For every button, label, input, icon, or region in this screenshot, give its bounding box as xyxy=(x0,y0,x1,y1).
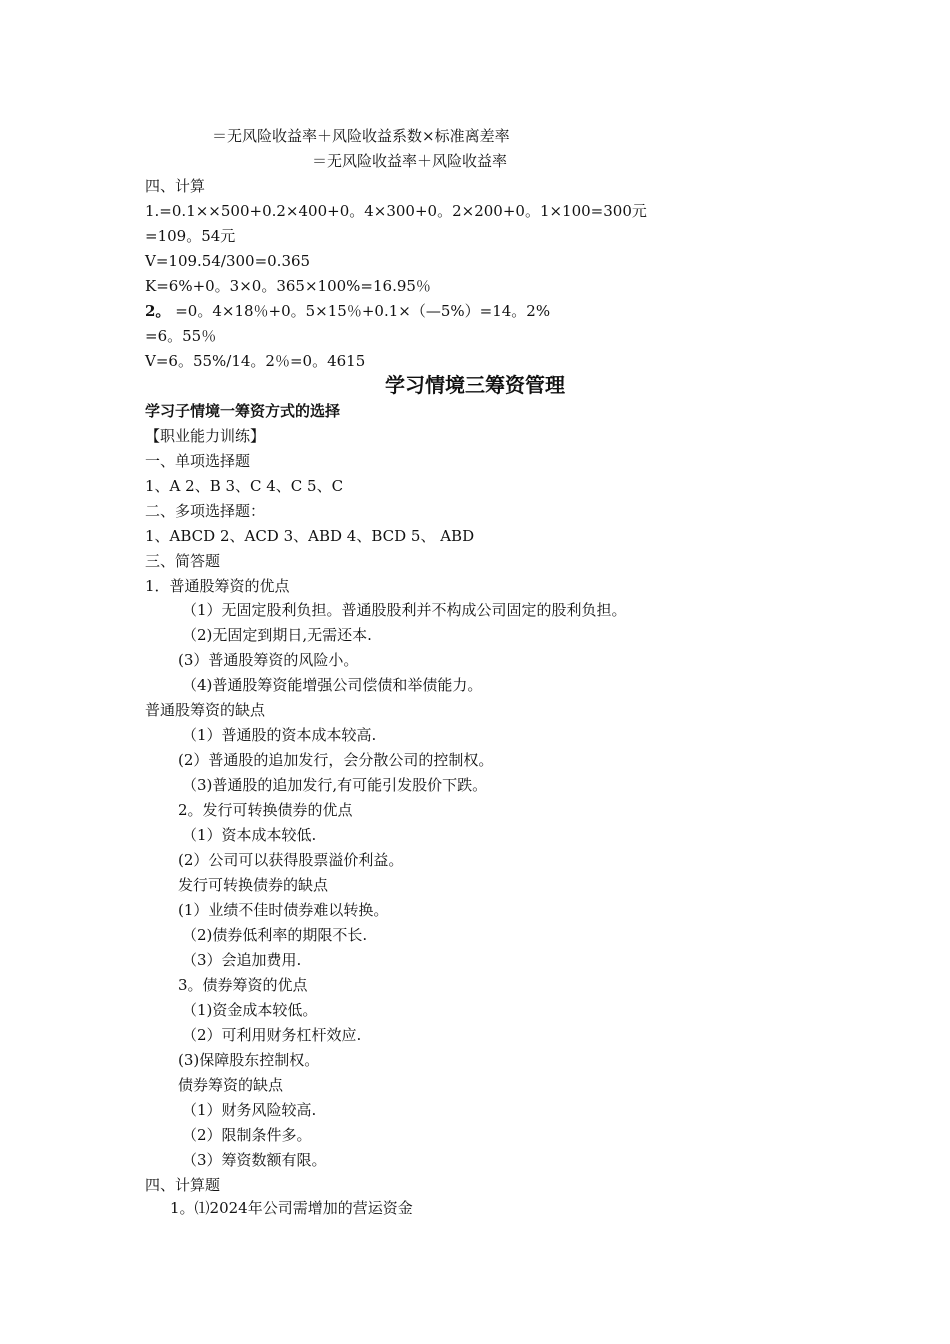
section-heading-calc: 四、计算 xyxy=(145,177,206,195)
answer-1-cons-2: (2）普通股的追加发行，会分散公司的控制权。 xyxy=(178,751,494,769)
answer-1-point-2: （2)无固定到期日,无需还本. xyxy=(182,626,372,644)
answer-1-cons-title: 普通股筹资的缺点 xyxy=(145,701,266,719)
answer-2-point-2: (2）公司可以获得股票溢价利益。 xyxy=(178,851,404,869)
answer-2-cons-2: （2)债券低利率的期限不长. xyxy=(182,926,368,944)
calc-line-3: V=109.54/300=0.365 xyxy=(145,252,311,270)
calc-problems-heading: 四、计算题 xyxy=(145,1176,221,1194)
answer-3-point-2: （2）可利用财务杠杆效应. xyxy=(182,1026,362,1044)
answer-1-cons-1: （1）普通股的资本成本较高. xyxy=(182,726,377,744)
calc-line-5-formula: =0。4×18％+0。5×15％+0.1×（—5%）=14。2% xyxy=(175,302,551,320)
answer-2-cons-title: 发行可转换债券的缺点 xyxy=(178,876,329,894)
answer-2-cons-1: (1）业绩不佳时债券难以转换。 xyxy=(178,901,389,919)
answer-1-cons-3: （3)普通股的追加发行,有可能引发股价下跌。 xyxy=(182,776,488,794)
short-answer-heading: 三、简答题 xyxy=(145,552,221,570)
answer-3-cons-3: （3）筹资数额有限。 xyxy=(182,1151,327,1169)
formula-line-1: ＝无风险收益率＋风险收益系数×标准离差率 xyxy=(212,127,510,145)
multi-choice-heading: 二、多项选择题： xyxy=(145,502,266,520)
calc-line-6: =6。55％ xyxy=(145,327,217,345)
answer-3-point-3: (3)保障股东控制权。 xyxy=(178,1051,320,1069)
answer-3-cons-1: （1）财务风险较高. xyxy=(182,1101,317,1119)
calc-line-2: =109。54元 xyxy=(145,227,236,245)
calc-line-1: 1.=0.1××500+0.2×400+0。4×300+0。2×200+0。1×100=300元 xyxy=(145,202,647,220)
calc-line-4: K=6%+0。3×0。365×100%=16.95％ xyxy=(145,277,431,295)
answer-1-point-3: (3）普通股筹资的风险小。 xyxy=(178,651,359,669)
answer-3-cons-2: （2）限制条件多。 xyxy=(182,1126,312,1144)
calc-number-2: 2。 xyxy=(145,302,171,320)
answer-3-cons-title: 债券筹资的缺点 xyxy=(178,1076,284,1094)
single-choice-heading: 一、单项选择题 xyxy=(145,452,251,470)
answer-1-point-1: （1）无固定股利负担。普通股股利并不构成公司固定的股利负担。 xyxy=(182,601,627,619)
calc-line-5 xyxy=(145,301,550,321)
single-choice-answers: 1、A 2、B 3、C 4、C 5、C xyxy=(145,477,344,495)
answer-2-point-1: （1）资本成本较低. xyxy=(182,826,317,844)
multi-choice-answers: 1、ABCD 2、ACD 3、ABD 4、BCD 5、 ABD xyxy=(145,527,475,545)
answer-3-point-1: （1)资金成本较低。 xyxy=(182,1001,318,1019)
subsection-title: 学习子情境一筹资方式的选择 xyxy=(145,402,341,420)
answer-1-title: 1．普通股筹资的优点 xyxy=(145,577,290,595)
answer-3-title: 3。债券筹资的优点 xyxy=(178,976,308,994)
formula-line-2: ＝无风险收益率＋风险收益率 xyxy=(312,152,508,170)
training-heading: 【职业能力训练】 xyxy=(145,427,266,445)
calc-line-7: V=6。55%/14。2％=0。4615 xyxy=(145,352,366,370)
answer-2-cons-3: （3）会追加费用. xyxy=(182,951,302,969)
chapter-title: 学习情境三筹资管理 xyxy=(385,373,565,397)
answer-1-point-4: （4)普通股筹资能增强公司偿债和举债能力。 xyxy=(182,676,483,694)
calc-problem-1-line: 1。⑴2024年公司需增加的营运资金 xyxy=(170,1199,413,1217)
answer-2-title: 2。发行可转换债券的优点 xyxy=(178,801,353,819)
